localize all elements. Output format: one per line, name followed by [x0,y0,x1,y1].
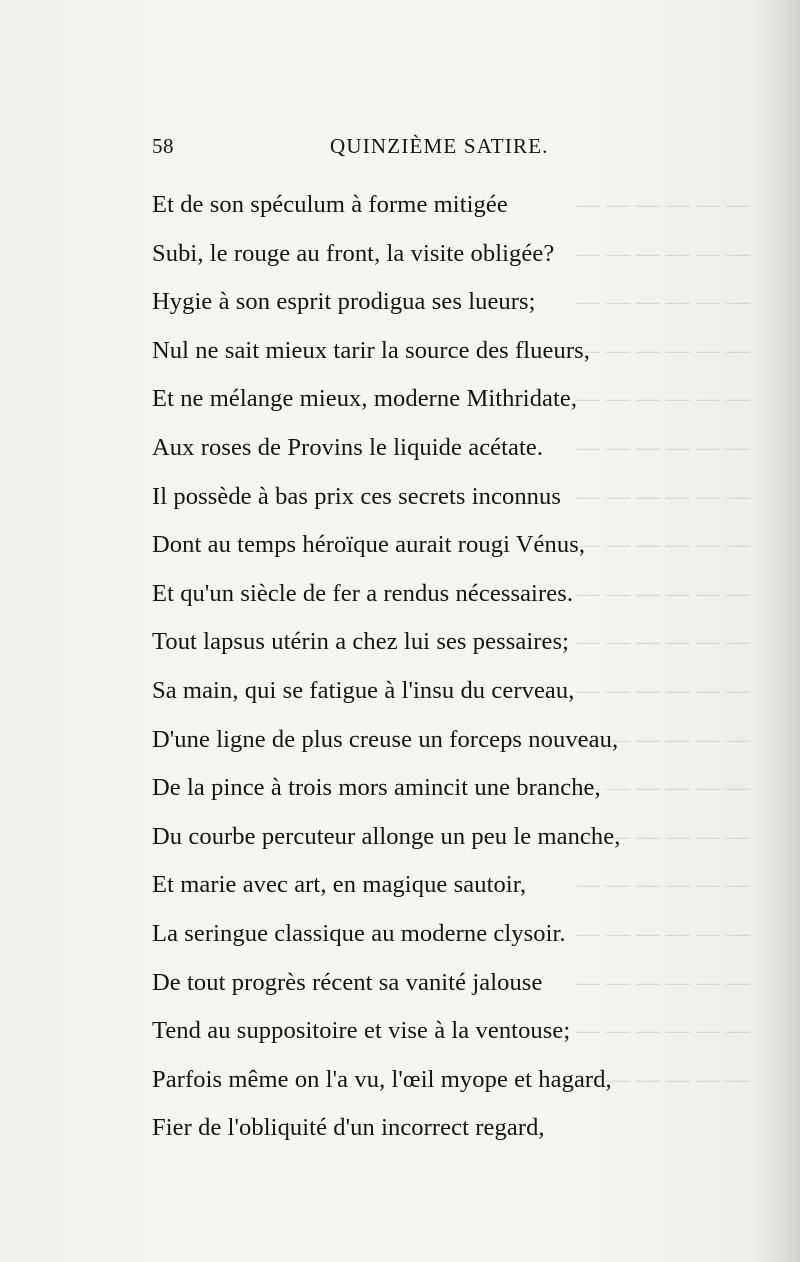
bleed-through-line: ― ― ― ― ― ― [576,872,750,899]
bleed-through-line: ― ― ― ― ― ― [576,289,750,316]
running-title: QUINZIÈME SATIRE. [330,134,549,158]
bleed-through-line: ― ― ― ― ― ― [576,677,750,704]
bleed-through-line: ― ― ― ― ― ― [576,1066,750,1093]
verse-line: Subi, le rouge au front, la visite obligée? [152,239,555,267]
page-edge-shadow [754,0,800,1262]
verse-line: Aux roses de Provins le liquide acétate. [152,433,544,461]
verse-line: Tout lapsus utérin a chez lui ses pessaires; [152,628,570,656]
verse-line: Et ne mélange mieux, moderne Mithridate, [152,385,578,413]
bleed-through-line: ― ― ― ― ― ― [576,1018,750,1045]
bleed-through-line: ― ― ― ― ― ― [576,532,750,559]
verse-line: La seringue classique au moderne clysoir. [152,919,566,947]
verse-line: Nul ne sait mieux tarir la source des flueurs, [152,336,590,364]
verse-line: Et marie avec art, en magique sautoir, [152,871,527,899]
poem-verses [152,185,622,1157]
verse-line: Hygie à son esprit prodigua ses lueurs; [152,288,536,316]
bleed-through-line: ― ― ― ― ― ― [576,434,750,461]
page-number: 58 [152,134,174,158]
bleed-through-line: ― ― ― ― ― ― [576,483,750,510]
bleed-through-line: ― ― ― ― ― ― [576,920,750,947]
bleed-through-line: ― ― ― ― ― ― [576,192,750,218]
verse-line: Fier de l'obliquité d'un incorrect regard, [152,1114,545,1142]
verse-line: De la pince à trois mors amincit une branche, [152,774,601,802]
verse-line: Et de son spéculum à forme mitigée [152,191,508,218]
verse-line: Du courbe percuteur allonge un peu le manche, [152,822,621,850]
verse-line: Dont au temps héroïque aurait rougi Vénus, [152,531,586,559]
verse-line: Il possède à bas prix ces secrets inconnus [152,482,562,510]
verse-line: De tout progrès récent sa vanité jalouse [152,968,543,996]
bleed-through-line: ― ― ― ― ― ― [576,580,750,607]
page-header [152,134,552,164]
verse-line: Tend au suppositoire et vise à la ventouse; [152,1017,571,1045]
verse-line: Sa main, qui se fatigue à l'insu du cerveau, [152,676,575,704]
bleed-through-line: ― ― ― ― ― ― [576,775,750,802]
bleed-through-line: ― ― ― ― ― ― [576,969,750,996]
bleed-through-line: ― ― ― ― ― ― [576,386,750,413]
verse-line: D'une ligne de plus creuse un forceps nouveau, [152,725,619,753]
bleed-through-line: ― ― ― ― ― ― [576,726,750,753]
verse-line: Parfois même on l'a vu, l'œil myope et hagard, [152,1065,612,1093]
bleed-through-line: ― ― ― ― ― ― [576,240,750,267]
verse-line: Et qu'un siècle de fer a rendus nécessaires. [152,579,574,607]
bleed-through-line: ― ― ― ― ― ― [576,823,750,850]
bleed-through-line: ― ― ― ― ― ― [576,337,750,364]
bleed-through-line: ― ― ― ― ― ― [576,629,750,656]
